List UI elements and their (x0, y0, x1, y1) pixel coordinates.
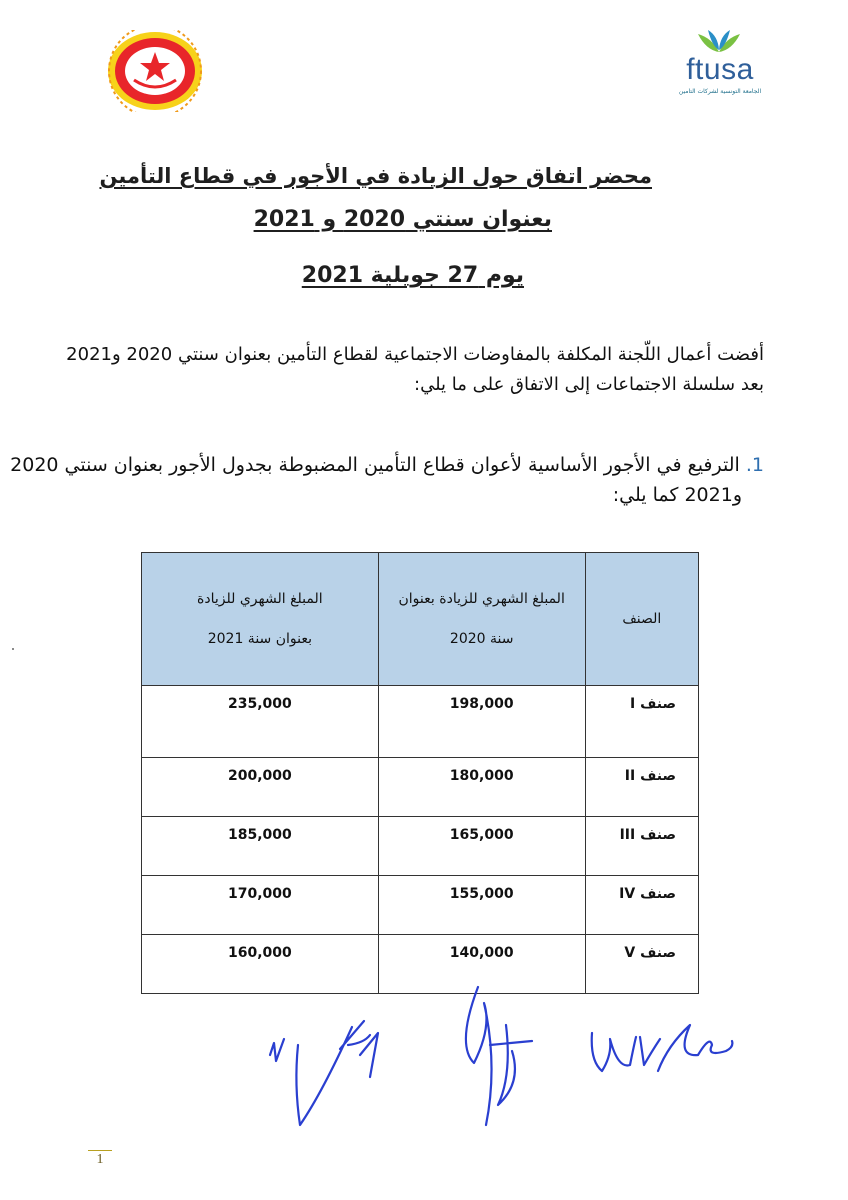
row-amount-2021: 160,000 (142, 935, 379, 994)
signatures (260, 985, 750, 1135)
item-1-number: 1. (745, 454, 764, 476)
header-2020-line-1: المبلغ الشهري للزيادة بعنوان (398, 591, 565, 607)
table-row (142, 817, 699, 876)
ftusa-mark-icon (694, 28, 744, 56)
row-category: صنف I (585, 686, 698, 758)
scan-speck (12, 648, 14, 650)
table-row (142, 686, 699, 758)
header-2020 (378, 553, 585, 686)
table-row (142, 876, 699, 935)
document-subtitle-years: بعنوان سنتي 2020 و 2021 (253, 207, 552, 232)
row-category: صنف IV (585, 876, 698, 935)
row-amount-2020: 140,000 (378, 935, 585, 994)
row-amount-2021: 235,000 (142, 686, 379, 758)
signature-2 (466, 987, 532, 1125)
intro-line-1: أفضت أعمال اللّجنة المكلفة بالمفاوضات الاجتماعية لقطاع التأمين بعنوان سنتي 2020 و2021 (66, 344, 764, 365)
header-2020-line-2: سنة 2020 (449, 631, 514, 647)
header-2021 (142, 553, 379, 686)
row-category: صنف III (585, 817, 698, 876)
ftusa-logo (672, 28, 768, 100)
signature-3 (592, 1025, 733, 1071)
row-amount-2020: 155,000 (378, 876, 585, 935)
document-title: محضر اتفاق حول الزيادة في الأجور في قطاع التأمين (99, 164, 652, 188)
document-date: يوم 27 جويلية 2021 (301, 263, 524, 288)
salary-increase-table (141, 552, 699, 994)
table-header-row (142, 553, 699, 686)
row-amount-2021: 170,000 (142, 876, 379, 935)
item-1-text: الترفيع في الأجور الأساسية لأعوان قطاع التأمين المضبوطة بجدول الأجور بعنوان سنتي 2020 (10, 454, 740, 476)
item-1-line-1 (10, 450, 764, 480)
ftusa-brand-text: ftusa (686, 53, 754, 86)
signature-1 (270, 1021, 378, 1125)
agreement-item-1 (10, 450, 764, 510)
union-logo (106, 30, 204, 112)
item-1-line-2: و2021 كما يلي: (612, 484, 742, 506)
header-2021-line-2: بعنوان سنة 2021 (207, 631, 312, 647)
header-2021-line-1: المبلغ الشهري للزيادة (197, 591, 323, 607)
row-amount-2021: 185,000 (142, 817, 379, 876)
intro-paragraph (66, 340, 764, 400)
row-category: صنف II (585, 758, 698, 817)
table-row (142, 758, 699, 817)
row-category: صنف V (585, 935, 698, 994)
intro-line-2: بعد سلسلة الاجتماعات إلى الاتفاق على ما يلي: (414, 374, 764, 395)
row-amount-2020: 180,000 (378, 758, 585, 817)
row-amount-2020: 198,000 (378, 686, 585, 758)
page-number-rule (88, 1150, 112, 1151)
row-amount-2021: 200,000 (142, 758, 379, 817)
header-category: الصنف (585, 553, 698, 686)
union-emblem-icon (106, 30, 204, 112)
page-number: 1 (96, 1152, 104, 1167)
ftusa-subtitle: الجامعة التونسية لشركات التأمين (678, 88, 762, 95)
row-amount-2020: 165,000 (378, 817, 585, 876)
